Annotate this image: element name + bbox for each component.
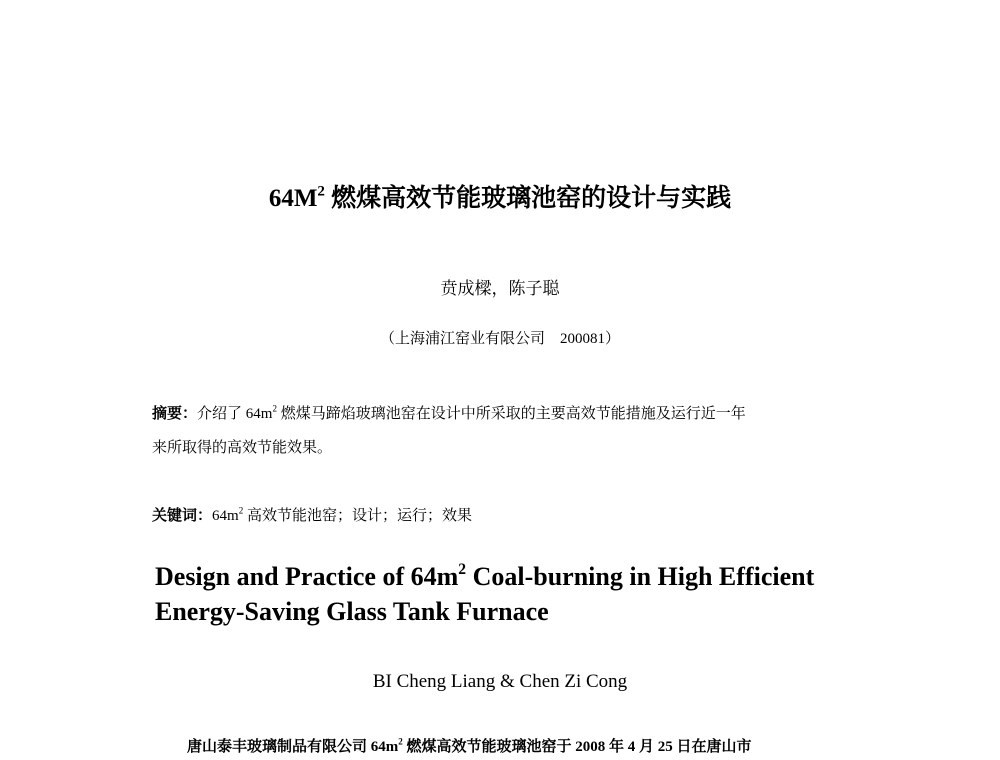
english-title-text-cont: Coal-burning in High Efficient [466, 562, 815, 591]
abstract-superscript: 2 [272, 403, 277, 414]
english-title-text: Design and Practice of 64m [155, 562, 459, 591]
body-text: 唐山泰丰玻璃制品有限公司 64m [187, 739, 399, 755]
title-prefix: 64M [268, 185, 318, 212]
english-title-line-2: Energy-Saving Glass Tank Furnace [155, 597, 549, 626]
abstract-line-1 [152, 402, 746, 423]
authors-cn: 贲成樑，陈子聪 [440, 279, 560, 298]
abstract-line-2: 来所取得的高效节能效果。 [152, 440, 333, 456]
authors-en: BI Cheng Liang & Chen Zi Cong [372, 671, 628, 692]
english-title-line-1 [155, 562, 814, 592]
abstract-label: 摘要： [152, 406, 198, 422]
title-superscript: 2 [317, 183, 325, 200]
title-text: 燃煤高效节能玻璃池窑的设计与实践 [331, 185, 732, 212]
abstract-text: 介绍了 64m [197, 406, 273, 422]
keywords-text: 64m [212, 508, 239, 524]
body-superscript: 2 [398, 736, 403, 747]
affiliation: （上海浦江窑业有限公司 200081） [379, 331, 620, 347]
keywords [152, 504, 472, 525]
body-paragraph-start [187, 735, 752, 756]
page-title [0, 178, 1000, 214]
keywords-superscript: 2 [238, 505, 244, 516]
body-text-cont: 燃煤高效节能玻璃池窑于 2008 年 4 月 25 日在唐山市 [402, 739, 752, 755]
english-title-superscript: 2 [458, 561, 467, 579]
abstract-text-cont: 燃煤马蹄焰玻璃池窑在设计中所采取的主要高效节能措施及运行近一年 [276, 406, 746, 422]
keywords-text-cont: 高效节能池窑；设计；运行；效果 [243, 508, 472, 524]
keywords-label: 关键词： [152, 508, 213, 524]
